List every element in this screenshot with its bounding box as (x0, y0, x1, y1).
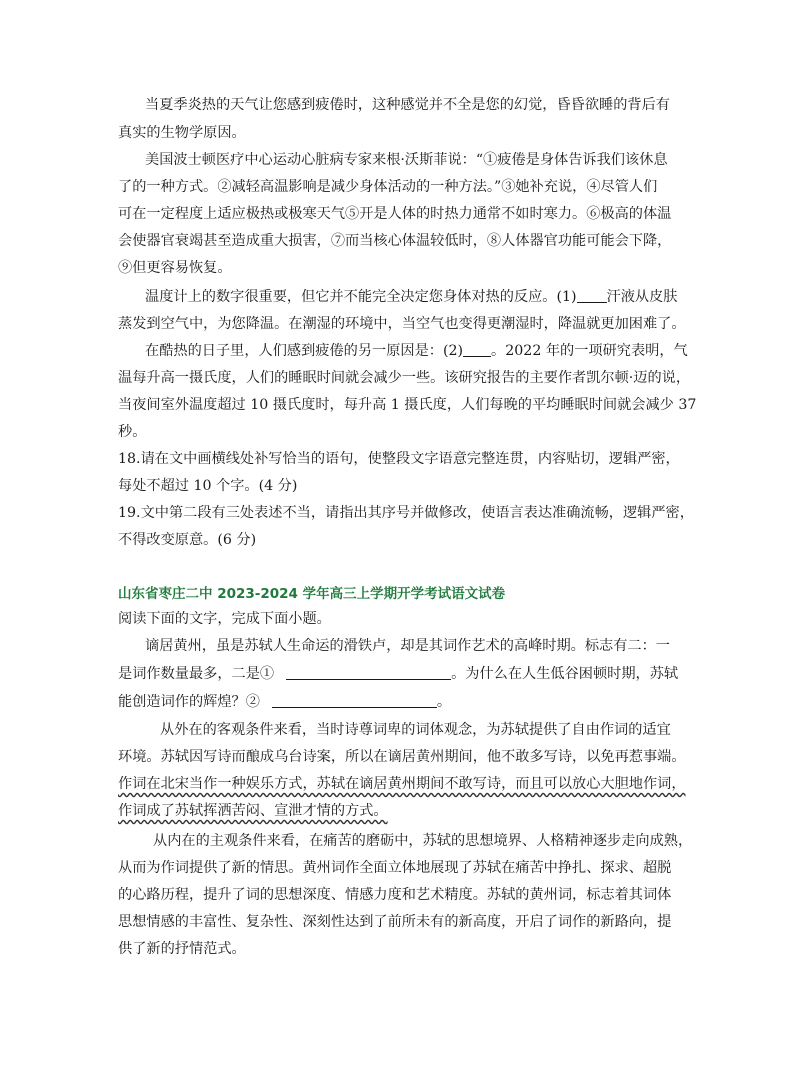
paragraph-4-line-4: 秒。 (118, 424, 147, 440)
section-2-paragraph-2-line-1: 从外在的客观条件来看，当时诗尊词卑的词体观念，为苏轼提供了自由作词的适宜 (160, 722, 671, 738)
paragraph-1-line-1: 当夏季炎热的天气让您感到疲倦时，这种感觉并不全是您的幻觉，昏昏欲睡的背后有 (145, 97, 670, 113)
section-2-paragraph-2-line-4-wavy: 作词成了苏轼挥洒苦闷、宣泄才情的方式。 (118, 803, 388, 819)
paragraph-2-line-2: 了的一种方式。②减轻高温影响是减少身体活动的一种方法。”③她补充说，④尽管人们 (118, 179, 658, 195)
section-2-paragraph-3-line-5: 供了新的抒情范式。 (118, 941, 246, 957)
question-18-line-1: 18.请在文中画横线处补写恰当的语句，使整段文字语意完整连贯，内容贴切，逻辑严密， (118, 451, 680, 467)
question-18-line-2: 每处不超过 10 个字。(4 分) (118, 478, 298, 494)
section-2-paragraph-1-line-3 (118, 692, 451, 712)
paragraph-3-line-1 (145, 287, 678, 307)
section-2-paragraph-1-line-1: 谪居黄州，虽是苏轼人生命运的滑铁卢，却是其词作艺术的高峰时期。标志有二：一 (145, 638, 670, 654)
section-2-paragraph-2-line-3-wavy: 作词在北宋当作一种娱乐方式，苏轼在谪居黄州期间不敢写诗，而且可以放心大胆地作词， (118, 776, 686, 792)
paragraph-4-line-1-text-b: 。2022 年的一项研究表明，气 (491, 343, 688, 359)
section-2-paragraph-3-line-4: 思想情感的丰富性、复杂性、深刻性达到了前所未有的新高度，开启了词作的新路向，提 (118, 914, 672, 930)
section-2-paragraph-1-line-2 (118, 664, 678, 684)
paragraph-2-line-1: 美国波士顿医疗中心运动心脏病专家来根·沃斯菲说：“①疲倦是身体告诉我们该休息 (145, 152, 668, 168)
question-19-line-2: 不得改变原意。(6 分) (118, 532, 257, 548)
section-2-paragraph-2-line-2: 环境。苏轼因写诗而酿成乌台诗案，所以在谪居黄州期间，他不敢多写诗，以免再惹事端。 (118, 749, 686, 765)
fill-blank-2[interactable] (463, 342, 491, 357)
section-2-paragraph-1-line-2-text-a: 是词作数量最多，二是① (118, 666, 275, 682)
paragraph-3-line-1-text-a: 温度计上的数字很重要，但它并不能完全决定您身体对热的反应。(1) (145, 289, 577, 305)
paragraph-4-line-3: 当夜间室外温度超过 10 摄氏度时，每升高 1 摄氏度，人们每晚的平均睡眠时间就会减少 37 (118, 397, 697, 413)
paragraph-3-line-1-text-b: 汗液从皮肤 (606, 289, 678, 305)
section-2-paragraph-1-line-3-text-b: 。 (436, 694, 452, 710)
exam-title: 山东省枣庄二中 2023-2024 学年高三上学期开学考试语文试卷 (118, 586, 506, 602)
section-2-paragraph-3-line-1: 从内在的主观条件来看，在痛苦的磨砺中，苏轼的思想境界、人格精神逐步走向成熟， (153, 833, 693, 849)
paragraph-3-line-2: 蒸发到空气中，为您降温。在潮湿的环境中，当空气也变得更潮湿时，降温就更加困难了。 (118, 316, 686, 332)
paragraph-2-line-4: 会使器官衰竭甚至造成重大损害，⑦而当核心体温较低时，⑧人体器官功能可能会下降， (118, 233, 672, 249)
reading-instruction: 阅读下面的文字，完成下面小题。 (118, 611, 331, 627)
fill-blank-1[interactable] (577, 288, 607, 303)
section-2-paragraph-3-line-2: 从而为作词提供了新的情思。黄州词作全面立体地展现了苏轼在痛苦中挣扎、探求、超脱 (118, 860, 672, 876)
paragraph-1-line-2: 真实的生物学原因。 (118, 125, 246, 141)
section-2-paragraph-3-line-3: 的心路历程，提升了词的思想深度、情感力度和艺术精度。苏轼的黄州词，标志着其词体 (118, 887, 672, 903)
paragraph-2-line-3: 可在一定程度上适应极热或极寒天气⑤开是人体的时热力通常不如时寒力。⑥极高的体温 (118, 206, 672, 222)
fill-blank-4[interactable] (272, 693, 437, 708)
paragraph-4-line-2: 温每升高一摄氏度，人们的睡眠时间就会减少一些。该研究报告的主要作者凯尔顿·迈的说， (118, 370, 691, 386)
paragraph-4-line-1-text-a: 在酷热的日子里，人们感到疲倦的另一原因是：(2) (145, 343, 464, 359)
paragraph-2-line-5: ⑨但更容易恢复。 (118, 260, 232, 276)
section-2-paragraph-1-line-3-text-a: 能创造词作的辉煌？② (118, 694, 260, 710)
section-2-paragraph-1-line-2-text-b: 。为什么在人生低谷困顿时期，苏轼 (451, 666, 679, 682)
question-19-line-1: 19.文中第二段有三处表述不当，请指出其序号并做修改，使语言表达准确流畅，逻辑严密， (118, 505, 694, 521)
fill-blank-3[interactable] (286, 665, 451, 680)
paragraph-4-line-1 (145, 341, 688, 361)
